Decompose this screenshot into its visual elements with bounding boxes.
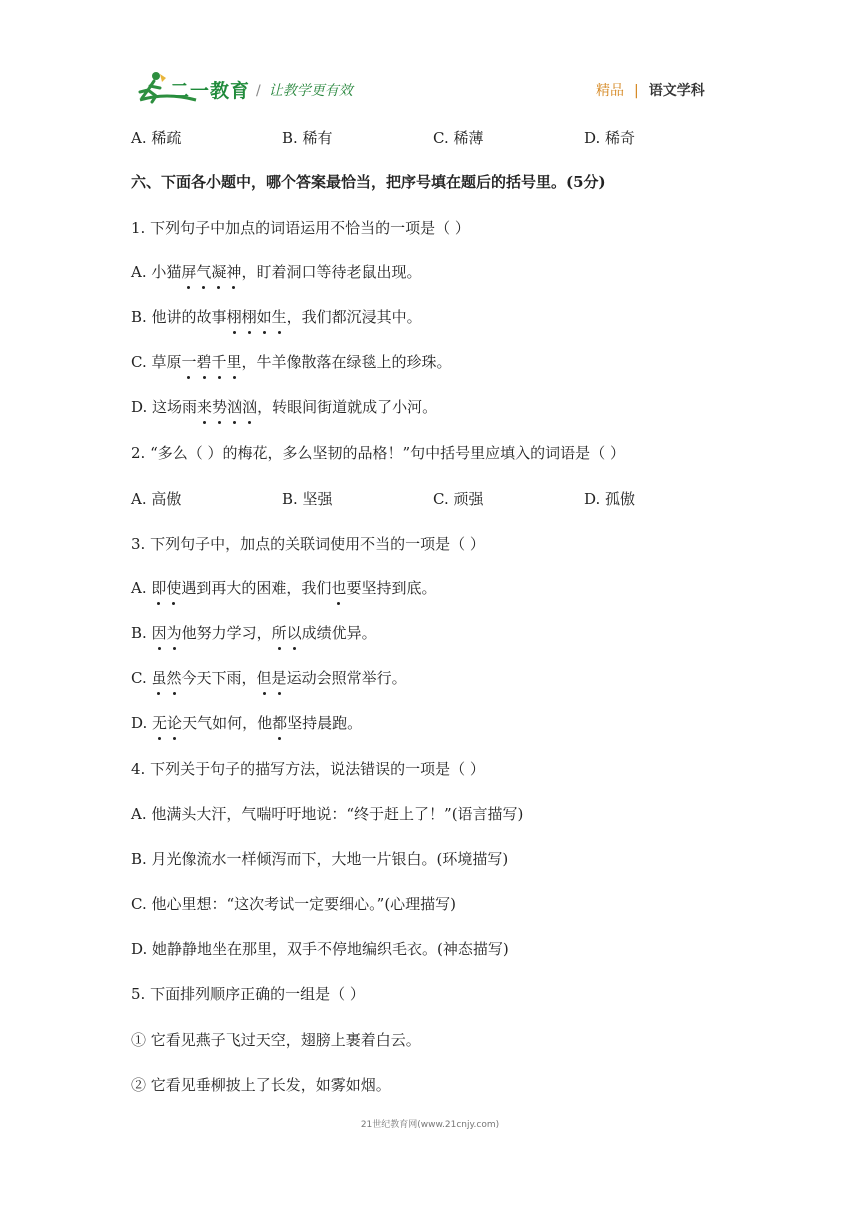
slogan: / 让教学更有效 xyxy=(256,83,353,99)
q5-stem: 5. 下面排列顺序正确的一组是（ ） xyxy=(131,985,365,1003)
q4-option-d: D. 她静静地坐在那里，双手不停地编织毛衣。(神态描写) xyxy=(131,940,509,958)
dotted-char: 所 xyxy=(271,624,287,642)
q2-option-c: C. 顽强 xyxy=(433,490,484,508)
q1-option-a xyxy=(131,262,421,282)
logo-text: 二一教育 xyxy=(170,80,251,102)
subject-label: 语文学科 xyxy=(648,83,705,99)
dotted-char: 使 xyxy=(166,579,182,597)
q1-c-pre: C. 草原 xyxy=(131,353,182,371)
dotted-char: 虽 xyxy=(151,669,167,687)
q3-b-p1: B. xyxy=(131,624,152,642)
dotted-char: 是 xyxy=(271,669,287,687)
dotted-char: 栩 xyxy=(226,308,242,326)
q1-stem: 1. 下列句子中加点的词语运用不恰当的一项是（ ） xyxy=(131,219,470,237)
dotted-char: 无 xyxy=(152,714,168,732)
q1-d-pre: D. 这场雨 xyxy=(131,398,198,416)
dotted-char: 论 xyxy=(167,714,183,732)
q5-sentence-2: ② 它看见垂柳披上了长发，如雾如烟。 xyxy=(131,1076,391,1094)
dotted-char: 汹 xyxy=(227,398,243,416)
dotted-char: 碧 xyxy=(196,353,212,371)
q4-option-a: A. 他满头大汗，气喘吁吁地说：“终于赶上了！”(语言描写) xyxy=(131,805,524,823)
q3-option-d xyxy=(131,713,362,733)
q4-option-b: B. 月光像流水一样倾泻而下，大地一片银白。(环境描写) xyxy=(131,850,509,868)
q1-option-b xyxy=(131,307,422,327)
q2-stem: 2. “多么（ ）的梅花，多么坚韧的品格！”句中括号里应填入的词语是（ ） xyxy=(131,444,625,462)
q4-stem: 4. 下列关于句子的描写方法，说法错误的一项是（ ） xyxy=(131,760,485,778)
section-title: 六、下面各小题中，哪个答案最恰当，把序号填在题后的括号里。(5分) xyxy=(131,173,606,191)
dotted-char: 但 xyxy=(256,669,272,687)
dotted-char: 生 xyxy=(271,308,287,326)
q1-option-c xyxy=(131,352,452,372)
q5-sentence-1: ① 它看见燕子飞过天空，翅膀上裹着白云。 xyxy=(131,1031,421,1049)
q2-option-b: B. 坚强 xyxy=(282,490,333,508)
q2-option-a: A. 高傲 xyxy=(131,490,182,508)
page-footer: 21世纪教育网(www.21cnjy.com) xyxy=(360,1120,500,1130)
dotted-char: 如 xyxy=(256,308,272,326)
dotted-char: 然 xyxy=(166,669,182,687)
q1-option-d xyxy=(131,397,437,417)
q3-option-a xyxy=(131,578,436,598)
q1-b-pre: B. 他讲的故事 xyxy=(131,308,227,326)
page-header xyxy=(0,0,860,120)
q3-option-c xyxy=(131,668,407,688)
q1-a-pre: A. 小猫 xyxy=(131,263,182,281)
dotted-char: 神 xyxy=(226,263,242,281)
dotted-char: 来 xyxy=(197,398,213,416)
dotted-char: 栩 xyxy=(241,308,257,326)
q3-c-p3: 运动会照常举行。 xyxy=(286,669,407,687)
q1-c-post: ，牛羊像散落在绿毯上的珍珠。 xyxy=(241,353,452,371)
q3-d-p1: D. xyxy=(131,714,153,732)
q3-a-p1: A. xyxy=(131,579,152,597)
dotted-char: 也 xyxy=(331,579,347,597)
dotted-char: 因 xyxy=(151,624,167,642)
dotted-char: 里 xyxy=(226,353,242,371)
q2-option-d: D. 孤傲 xyxy=(584,490,636,508)
slogan-text: 让教学更有效 xyxy=(268,83,353,99)
q1-a-post: ，盯着洞口等待老鼠出现。 xyxy=(241,263,422,281)
q3-a-p3: 要坚持到底。 xyxy=(346,579,437,597)
dotted-char: 势 xyxy=(212,398,228,416)
dotted-char: 屏 xyxy=(181,263,197,281)
q3-b-p2: 他努力学习， xyxy=(181,624,272,642)
q3-c-p2: 今天下雨， xyxy=(181,669,257,687)
q3-option-b xyxy=(131,623,377,643)
dotted-char: 气 xyxy=(196,263,212,281)
q3-b-p3: 成绩优异。 xyxy=(301,624,377,642)
prev-option-d: D. 稀奇 xyxy=(584,129,636,147)
dotted-char: 凝 xyxy=(211,263,227,281)
q4-option-c: C. 他心里想：“这次考试一定要细心。”(心理描写) xyxy=(131,895,457,913)
prev-option-c: C. 稀薄 xyxy=(433,129,484,147)
header-right: 精品 | 语文学科 xyxy=(596,83,705,99)
dotted-char: 千 xyxy=(211,353,227,371)
q3-a-p2: 遇到再大的困难，我们 xyxy=(181,579,332,597)
q3-d-p3: 坚持晨跑。 xyxy=(287,714,363,732)
dotted-char: 都 xyxy=(272,714,288,732)
q3-c-p1: C. xyxy=(131,669,152,687)
quality-tag: 精品 xyxy=(596,83,624,99)
dotted-char: 一 xyxy=(181,353,197,371)
prev-option-a: A. 稀疏 xyxy=(131,129,182,147)
q3-stem: 3. 下列句子中，加点的关联词使用不当的一项是（ ） xyxy=(131,535,485,553)
dotted-char: 即 xyxy=(151,579,167,597)
q3-d-p2: 天气如何，他 xyxy=(182,714,273,732)
dotted-char: 为 xyxy=(166,624,182,642)
q1-b-post: ，我们都沉浸其中。 xyxy=(286,308,422,326)
dotted-char: 汹 xyxy=(242,398,258,416)
prev-option-b: B. 稀有 xyxy=(282,129,333,147)
dotted-char: 以 xyxy=(286,624,302,642)
q1-d-post: ，转眼间街道就成了小河。 xyxy=(257,398,438,416)
